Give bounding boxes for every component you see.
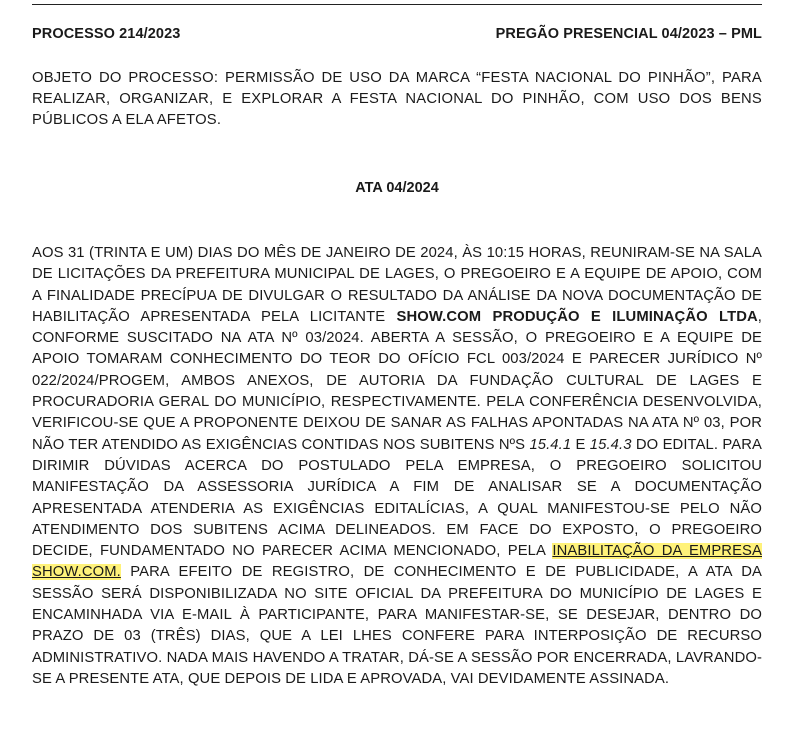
document-header bbox=[32, 26, 762, 42]
body-part-2: , CONFORME SUSCITADO NA ATA Nº 03/2024. ABERTA A SESSÃO, O PREGOEIRO E A EQUIPE DE APOIO TOMARAM CONHECIMENTO DO TEOR DO OFÍCIO FCL 003/2024 E PARECER JURÍDICO Nº 022/2024/PROGEM, AMBOS ANEXOS, DE AUTORIA DA FUNDAÇÃO CULTURAL DE LAGES E PROCURADORIA GERAL DO MUNICÍPIO, RESPECTIVAMENTE. PELA CONFERÊNCIA DESENVOLVIDA, VERIFICOU-SE QUE A PROPONENTE DEIXOU DE SANAR AS FALHAS APONTADAS NA ATA Nº 03, POR NÃO TER ATENDIDO AS EXIGÊNCIAS CONTIDAS NOS SUBITENS NºS bbox=[32, 308, 762, 453]
top-divider bbox=[32, 4, 762, 5]
body-part-4: PARA EFEITO DE REGISTRO, DE CONHECIMENTO E DE PUBLICIDADE, A ATA DA SESSÃO SERÁ DISPONIBILIZADA NO SITE OFICIAL DA PREFEITURA DO MUNICÍPIO DE LAGES E ENCAMINHADA VIA E-MAIL À PARTICIPANTE, PARA MANIFESTAR-SE, SE DESEJAR, DENTRO DO PRAZO DE 03 (TRÊS) DIAS, QUE A LEI LHES CONFERE PARA INTERPOSIÇÃO DE RECURSO ADMINISTRATIVO. NADA MAIS HAVENDO A TRATAR, DÁ-SE A SESSÃO POR ENCERRADA, LAVRANDO-SE A PRESENTE ATA, QUE DEPOIS DE LIDA E APROVADA, VAI DEVIDAMENTE ASSINADA. bbox=[32, 564, 762, 687]
auction-number: PREGÃO PRESENCIAL 04/2023 – PML bbox=[495, 26, 762, 42]
subitem-2: 15.4.3 bbox=[589, 436, 632, 453]
body-part-3: DO EDITAL. PARA DIRIMIR DÚVIDAS ACERCA DO POSTULADO PELA EMPRESA, O PREGOEIRO SOLICITOU MANIFESTAÇÃO DA ASSESSORIA JURÍDICA A FIM DE ANALISAR SE A DOCUMENTAÇÃO APRESENTADA ATENDERIA AS EXIGÊNCIAS EDITALÍCIAS, A QUAL MANIFESTOU-SE PELO NÃO ATENDIMENTO DOS SUBITENS ACIMA DELINEADOS. EM FACE DO EXPOSTO, O PREGOEIRO DECIDE, FUNDAMENTADO NO PARECER ACIMA MENCIONADO, PELA bbox=[32, 436, 763, 560]
ata-body bbox=[32, 243, 762, 690]
process-object: OBJETO DO PROCESSO: PERMISSÃO DE USO DA MARCA “FESTA NACIONAL DO PINHÃO”, PARA REALIZAR, ORGANIZAR, E EXPLORAR A FESTA NACIONAL DO PINHÃO, COM USO DOS BENS PÚBLICOS A ELA AFETOS. bbox=[32, 70, 762, 128]
company-name: SHOW.COM PRODUÇÃO E ILUMINAÇÃO LTDA bbox=[396, 308, 758, 325]
body-part-1: AOS 31 (TRINTA E UM) DIAS DO MÊS DE JANEIRO DE 2024, ÀS 10:15 HORAS, REUNIRAM-SE NA SALA DE LICITAÇÕES DA PREFEITURA MUNICIPAL DE LAGES, O PREGOEIRO E A EQUIPE DE APOIO, COM A FINALIDADE PRECÍPUA DE DIVULGAR O RESULTADO DA ANÁLISE DA NOVA DOCUMENTAÇÃO DE HABILITAÇÃO APRESENTADA PELA LICITANTE bbox=[32, 245, 762, 325]
process-number: PROCESSO 214/2023 bbox=[32, 26, 181, 42]
ata-title: ATA 04/2024 bbox=[355, 180, 439, 196]
highlighted-decision: INABILITAÇÃO DA EMPRESA SHOW.COM. bbox=[32, 543, 762, 581]
subitem-1: 15.4.1 bbox=[529, 436, 572, 453]
conjunction: E bbox=[571, 436, 590, 453]
